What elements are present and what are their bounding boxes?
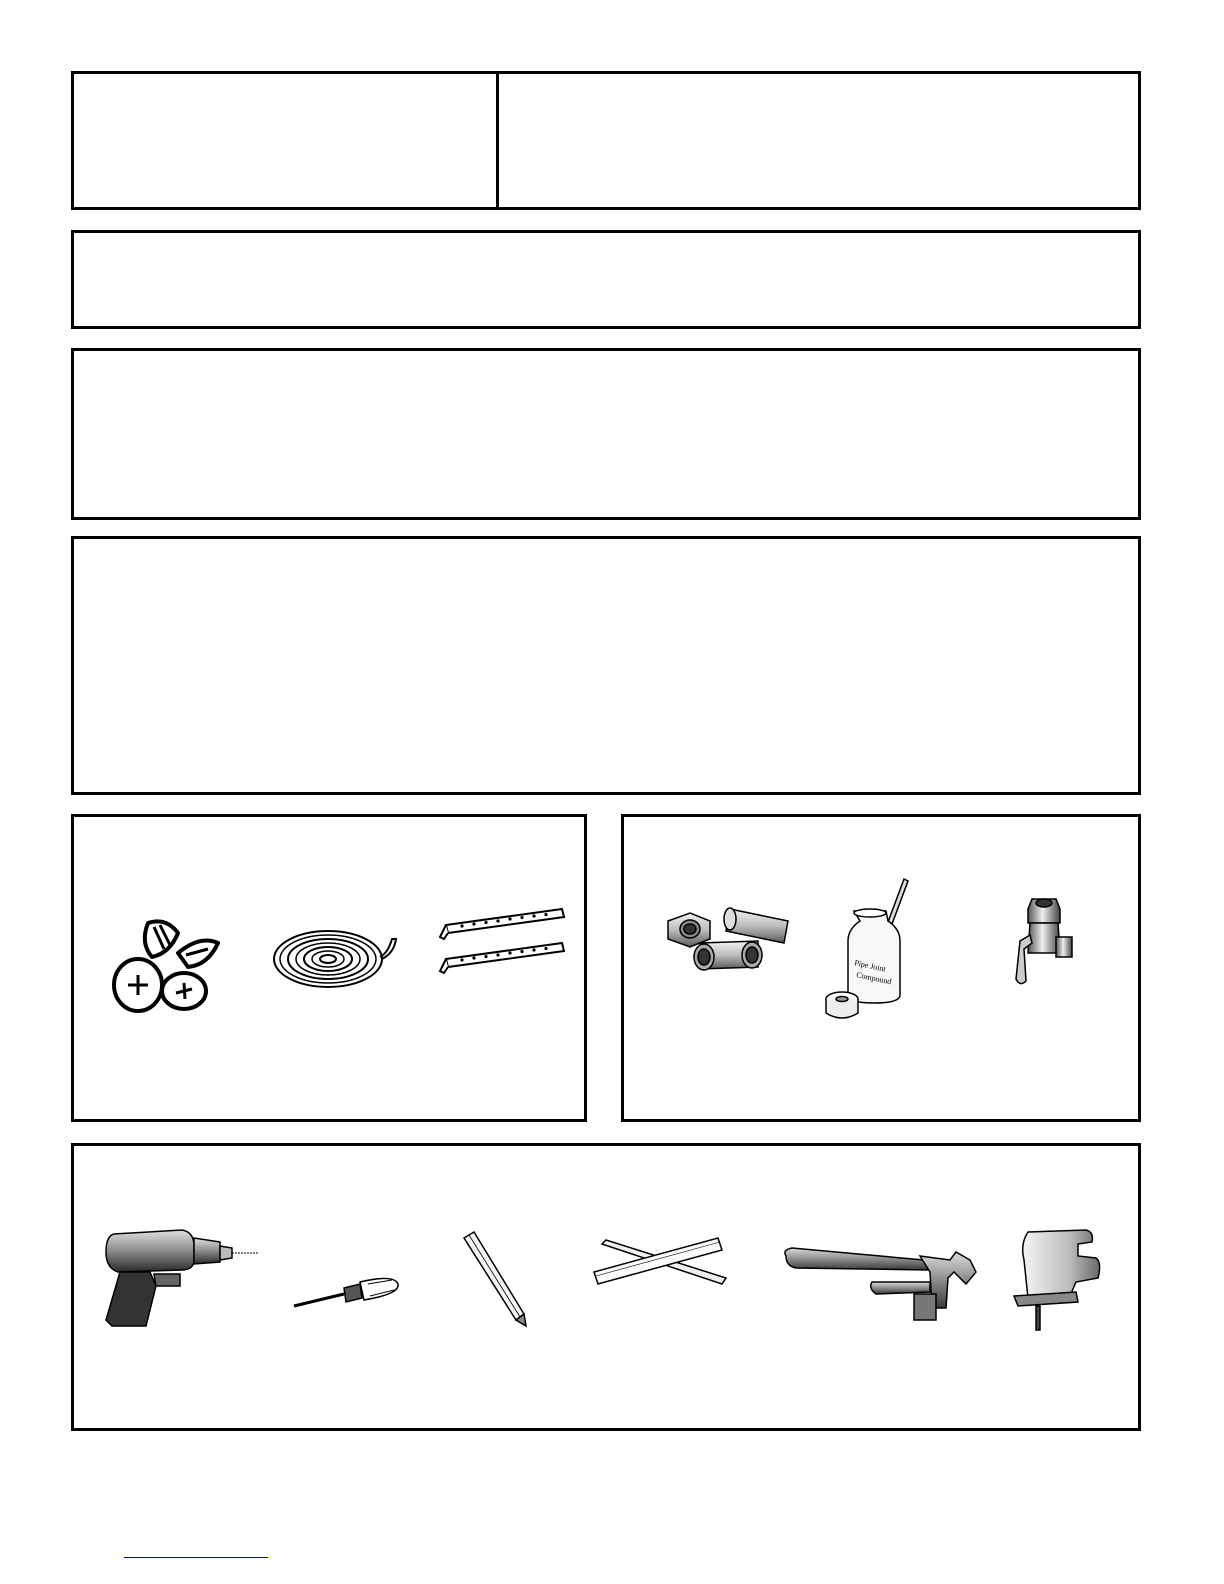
- shutoff-valve-icon: [1010, 893, 1080, 993]
- pipe-fittings-icon: [660, 897, 800, 981]
- parts-included-box: [71, 814, 587, 1122]
- jigsaw-icon: [1006, 1226, 1106, 1336]
- pipe-joint-compound-icon: [824, 877, 914, 1027]
- ruler-icon: [590, 1234, 730, 1294]
- screws-icon: [108, 913, 226, 1018]
- screwdriver-icon: [288, 1274, 402, 1314]
- pencil-icon: [458, 1230, 534, 1330]
- pipe-wrench-icon: [780, 1242, 980, 1338]
- header-divider: [496, 71, 499, 210]
- footer-link-underline[interactable]: [124, 1557, 268, 1558]
- intro-box: [71, 230, 1141, 329]
- drill-icon: [98, 1226, 260, 1330]
- instructions-box: [71, 348, 1141, 520]
- mounting-brackets-icon: [432, 907, 568, 979]
- header-box: [71, 71, 1141, 210]
- compound-label-line2: Compound: [855, 970, 893, 987]
- compound-label-line1: Pipe Joint: [853, 958, 887, 974]
- safety-box: [71, 536, 1141, 795]
- materials-needed-box: [621, 814, 1141, 1122]
- tools-needed-box: [71, 1143, 1141, 1431]
- coiled-tape-icon: [270, 923, 400, 993]
